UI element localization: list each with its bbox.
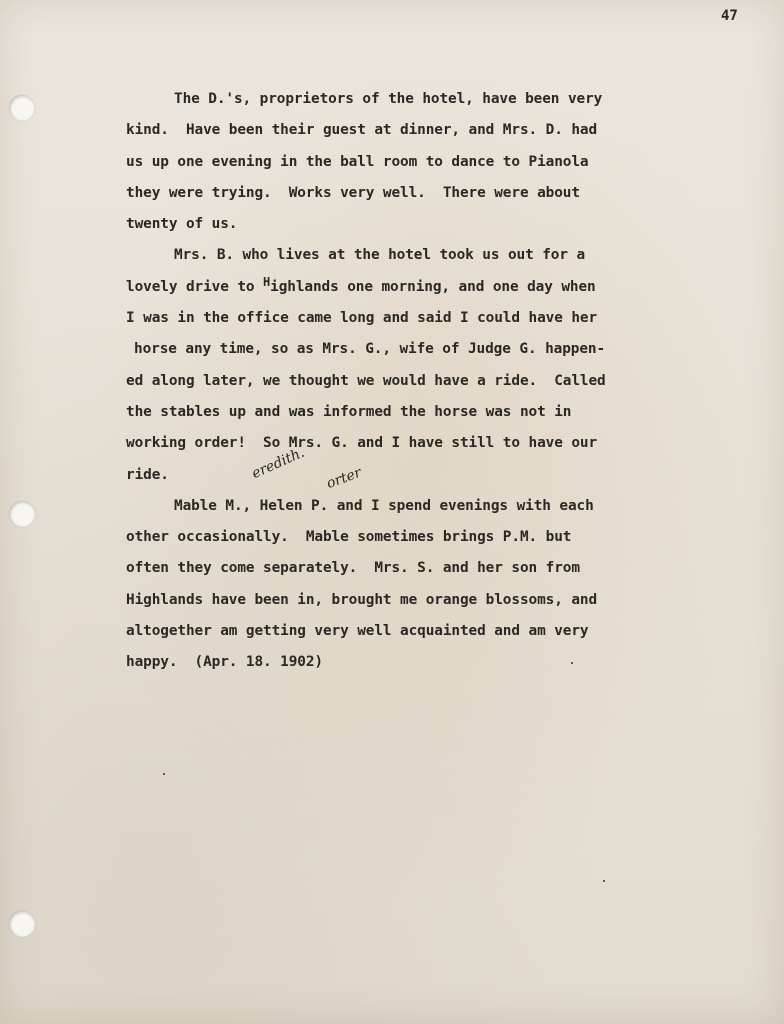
binder-hole-top bbox=[9, 95, 35, 121]
text-line: I was in the office came long and said I could have her bbox=[126, 310, 598, 327]
page-number: 47 bbox=[721, 8, 738, 24]
binder-hole-middle bbox=[9, 501, 35, 527]
handwritten-annotation-meredith: eredith. bbox=[249, 444, 307, 482]
text-line: ed along later, we thought we would have a ride. Called bbox=[126, 372, 606, 389]
text-line: horse any time, so as Mrs. G., wife of Judge G. happen- bbox=[134, 341, 606, 358]
text-line: kind. Have been their guest at dinner, and Mrs. D. had bbox=[126, 122, 598, 139]
superscript-correction: H bbox=[263, 274, 271, 289]
text-line: they were trying. Works very well. There were about bbox=[126, 184, 580, 201]
handwritten-annotation-porter: orter bbox=[324, 464, 364, 492]
typed-letter-body bbox=[126, 84, 666, 679]
text-line: often they come separately. Mrs. S. and her son from bbox=[126, 560, 580, 577]
paper-speck bbox=[163, 773, 165, 775]
text-line: the stables up and was informed the horse was not in bbox=[126, 403, 572, 420]
text-line: lovely drive to $^H$ighlands one morning, and one day when bbox=[126, 274, 596, 295]
text-line: Mrs. B. who lives at the hotel took us out for a bbox=[174, 247, 586, 264]
text-line: working order! So Mrs. G. and I have still to have our bbox=[126, 435, 598, 452]
text-line: us up one evening in the ball room to dance to Pianola bbox=[126, 153, 589, 170]
paper-speck bbox=[603, 880, 605, 882]
text-line: twenty of us. bbox=[126, 216, 238, 233]
text-line: altogether am getting very well acquainted and am very bbox=[126, 623, 589, 640]
text-line: ride. bbox=[126, 466, 169, 483]
binder-hole-bottom bbox=[9, 911, 35, 937]
text-line: happy. (Apr. 18. 1902) bbox=[126, 654, 323, 671]
text-line: The D.'s, proprietors of the hotel, have been very bbox=[174, 91, 603, 107]
text-line: Mable M., Helen P. and I spend evenings with each bbox=[174, 497, 594, 514]
text-line: other occasionally. Mable sometimes brings P.M. but bbox=[126, 529, 572, 546]
text-line: Highlands have been in, brought me orange blossoms, and bbox=[126, 591, 598, 608]
paper-speck bbox=[571, 662, 573, 664]
